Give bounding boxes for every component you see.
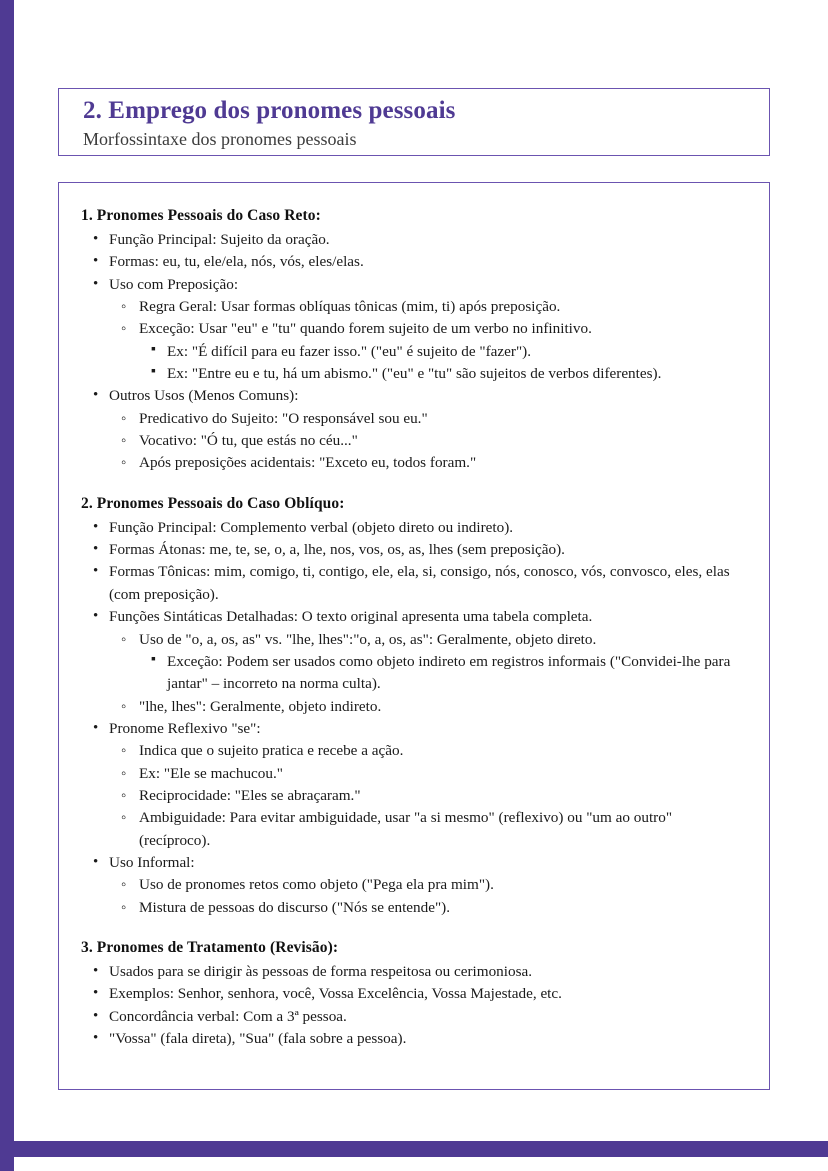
section-bullet-list bbox=[81, 517, 747, 919]
list-item: ◦ Ex: "Ele se machucou." bbox=[111, 763, 747, 785]
list-item: • Formas Átonas: me, te, se, o, a, lhe, nos, vos, os, as, lhes (sem preposição). bbox=[81, 539, 747, 561]
list-item: • Concordância verbal: Com a 3ª pessoa. bbox=[81, 1006, 747, 1028]
list-item: • Funções Sintáticas Detalhadas: O texto original apresenta uma tabela completa. bbox=[81, 606, 747, 628]
list-item: • Usados para se dirigir às pessoas de forma respeitosa ou cerimoniosa. bbox=[81, 961, 747, 983]
section-heading: 2. Pronomes Pessoais do Caso Oblíquo: bbox=[81, 494, 345, 512]
section-heading: 1. Pronomes Pessoais do Caso Reto: bbox=[81, 207, 321, 224]
list-item: ◦ "lhe, lhes": Geralmente, objeto indireto. bbox=[111, 696, 747, 718]
list-item: • "Vossa" (fala direta), "Sua" (fala sobre a pessoa). bbox=[81, 1028, 747, 1050]
title-box bbox=[58, 88, 770, 156]
section-bullet-list bbox=[81, 229, 747, 475]
list-item: • Exemplos: Senhor, senhora, você, Vossa Excelência, Vossa Majestade, etc. bbox=[81, 983, 747, 1005]
list-item: ◦ Reciprocidade: "Eles se abraçaram." bbox=[111, 785, 747, 807]
list-item: • Formas: eu, tu, ele/ela, nós, vós, eles/elas. bbox=[81, 251, 747, 273]
list-item: ◦ Uso de pronomes retos como objeto ("Pega ela pra mim"). bbox=[111, 874, 747, 896]
content-list bbox=[81, 207, 747, 1050]
page-title: 2. Emprego dos pronomes pessoais bbox=[83, 97, 456, 124]
list-item: ◦ Após preposições acidentais: "Exceto eu, todos foram." bbox=[111, 452, 747, 474]
list-item: • Outros Usos (Menos Comuns): bbox=[81, 385, 747, 407]
left-accent-bar bbox=[0, 0, 14, 1171]
list-item: • Uso com Preposição: bbox=[81, 274, 747, 296]
page-subtitle: Morfossintaxe dos pronomes pessoais bbox=[83, 129, 357, 149]
list-item: • Pronome Reflexivo "se": bbox=[81, 718, 747, 740]
content-box bbox=[58, 182, 770, 1090]
list-item: ◦ Exceção: Usar "eu" e "tu" quando forem sujeito de um verbo no infinitivo. bbox=[111, 318, 747, 340]
list-item: • Uso Informal: bbox=[81, 852, 747, 874]
list-item: • Formas Tônicas: mim, comigo, ti, contigo, ele, ela, si, consigo, nós, conosco, vós, convosco, eles, elas (com preposição). bbox=[81, 561, 747, 606]
list-item: ▪ Exceção: Podem ser usados como objeto indireto em registros informais ("Convidei-lhe para jantar" – incorreto na norma culta). bbox=[141, 651, 747, 696]
list-item: ▪ Ex: "É difícil para eu fazer isso." ("eu" é sujeito de "fazer"). bbox=[141, 341, 747, 363]
list-item: • Função Principal: Complemento verbal (objeto direto ou indireto). bbox=[81, 517, 747, 539]
list-item: ◦ Uso de "o, a, os, as" vs. "lhe, lhes":"o, a, os, as": Geralmente, objeto direto. bbox=[111, 629, 747, 651]
section-bullet-list bbox=[81, 961, 747, 1050]
list-item: ◦ Ambiguidade: Para evitar ambiguidade, usar "a si mesmo" (reflexivo) ou "um ao outro" (recíproco). bbox=[111, 807, 747, 852]
list-item: • Função Principal: Sujeito da oração. bbox=[81, 229, 747, 251]
section-heading: 3. Pronomes de Tratamento (Revisão): bbox=[81, 938, 339, 956]
bottom-accent-bar bbox=[14, 1141, 828, 1157]
list-item: ▪ Ex: "Entre eu e tu, há um abismo." ("eu" e "tu" são sujeitos de verbos diferentes). bbox=[141, 363, 747, 385]
list-item: ◦ Regra Geral: Usar formas oblíquas tônicas (mim, ti) após preposição. bbox=[111, 296, 747, 318]
list-item: ◦ Vocativo: "Ó tu, que estás no céu..." bbox=[111, 430, 747, 452]
list-item: ◦ Mistura de pessoas do discurso ("Nós se entende"). bbox=[111, 897, 747, 919]
list-item: ◦ Predicativo do Sujeito: "O responsável sou eu." bbox=[111, 408, 747, 430]
list-item: ◦ Indica que o sujeito pratica e recebe a ação. bbox=[111, 740, 747, 762]
